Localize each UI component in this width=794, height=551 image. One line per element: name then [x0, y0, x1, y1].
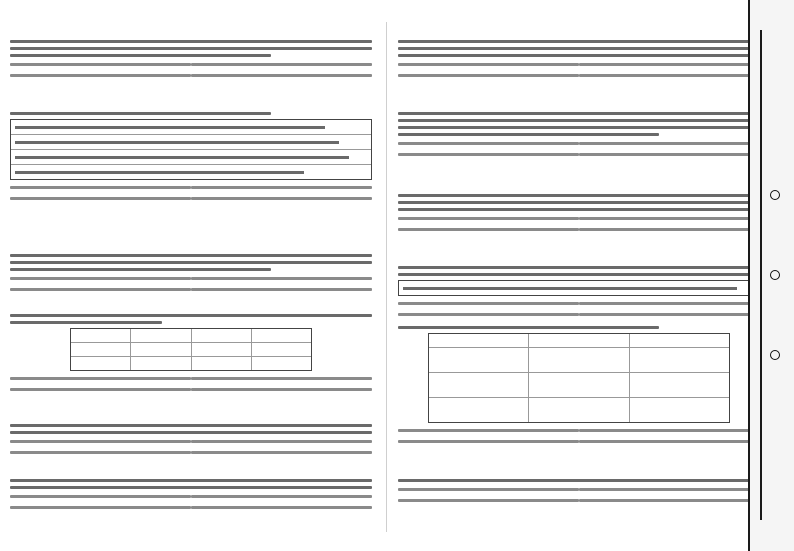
material-box — [10, 119, 372, 180]
exam-page-right — [398, 0, 760, 551]
question-block — [10, 108, 372, 202]
question-block — [10, 310, 372, 393]
question-block — [398, 322, 760, 445]
exam-page-left — [10, 0, 372, 551]
data-table — [70, 328, 312, 371]
question-block — [398, 262, 760, 318]
question-block — [10, 36, 372, 79]
question-block — [398, 190, 760, 233]
question-block — [10, 475, 372, 511]
binding-margin — [748, 0, 794, 551]
page-divider — [386, 22, 387, 532]
binding-hole — [770, 270, 780, 280]
binding-line — [760, 30, 762, 520]
question-block — [398, 108, 760, 158]
binding-hole — [770, 350, 780, 360]
question-block — [398, 36, 760, 79]
binding-hole — [770, 190, 780, 200]
sequence-box — [398, 280, 760, 296]
data-table — [428, 333, 730, 423]
question-block — [10, 250, 372, 293]
question-block — [398, 475, 760, 504]
question-block — [10, 420, 372, 456]
